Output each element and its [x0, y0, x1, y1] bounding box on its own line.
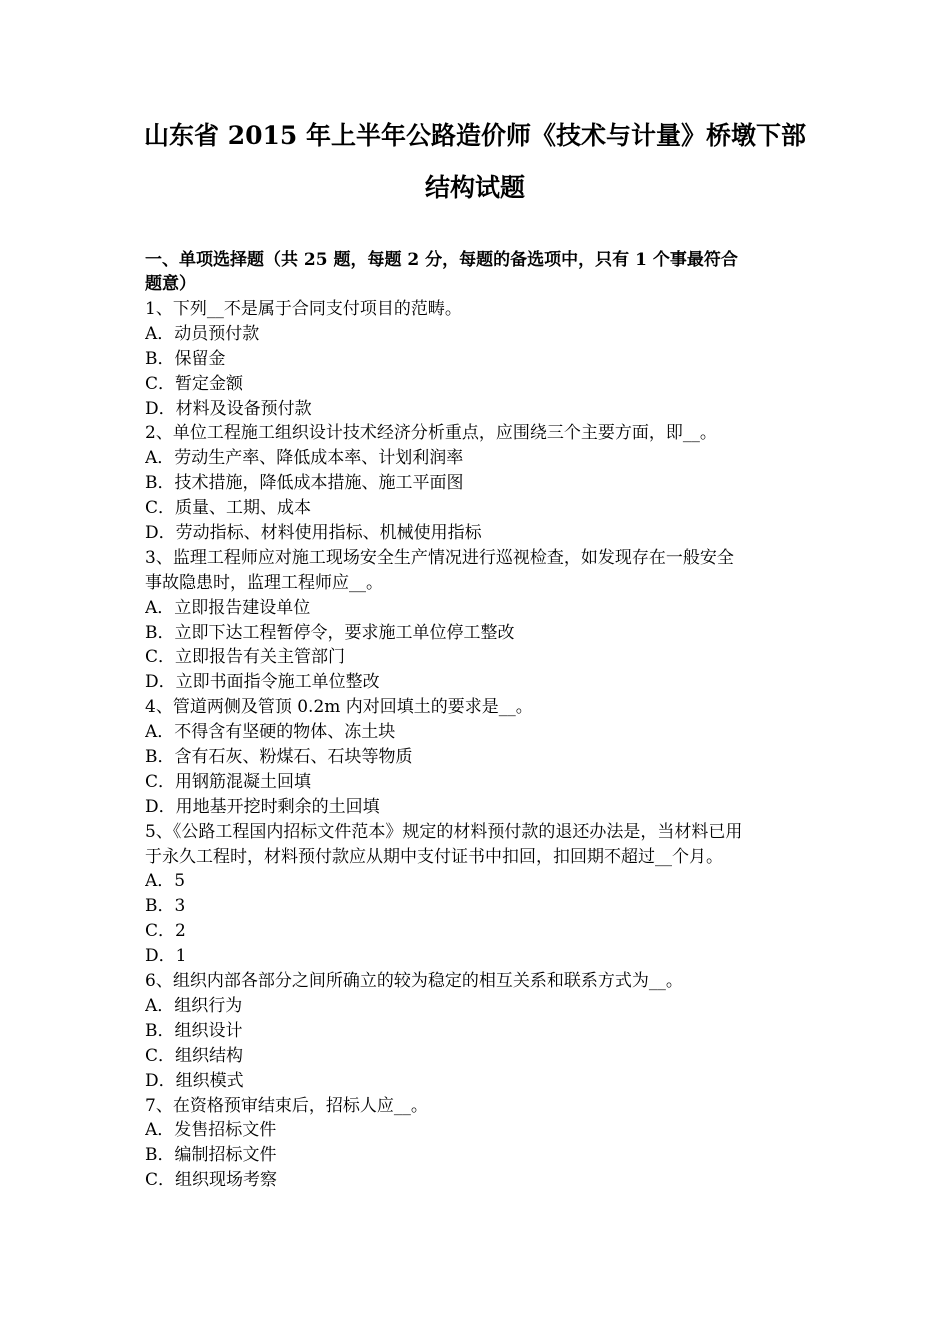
document-title-line-2: 结构试题: [424, 173, 525, 202]
text-line: 事故隐患时，监理工程师应__。: [145, 572, 383, 593]
document-title-line-1: 山东省 2015 年上半年公路造价师《技术与计量》桥墩下部: [144, 121, 806, 150]
text-line: C．组织结构: [145, 1045, 244, 1066]
text-line: D．材料及设备预付款: [145, 398, 312, 419]
text-line: B．3: [145, 896, 186, 917]
text-line: 于永久工程时，材料预付款应从期中支付证书中扣回，扣回期不超过__个月。: [145, 846, 723, 867]
text-line: 4、管道两侧及管顶 0.2m 内对回填土的要求是__。: [145, 697, 533, 718]
question-list: [145, 297, 810, 1193]
text-line: A．组织行为: [145, 995, 243, 1016]
text-line: 5、《公路工程国内招标文件范本》规定的材料预付款的退还办法是，当材料已用: [145, 821, 743, 842]
text-line: C．暂定金额: [145, 373, 244, 394]
text-line: C．组织现场考察: [145, 1170, 278, 1191]
text-line: A．动员预付款: [145, 323, 260, 344]
text-line: B．编制招标文件: [145, 1145, 277, 1166]
text-line: D．用地基开挖时剩余的土回填: [145, 796, 380, 817]
text-line: B．组织设计: [145, 1020, 243, 1041]
text-line: B．技术措施，降低成本措施、施工平面图: [145, 473, 464, 494]
text-line: 3、监理工程师应对施工现场安全生产情况进行巡视检查，如发现存在一般安全: [145, 547, 734, 568]
text-line: D．组织模式: [145, 1070, 244, 1091]
text-line: B．保留金: [145, 348, 226, 369]
text-line: B．立即下达工程暂停令，要求施工单位停工整改: [145, 622, 515, 643]
text-line: A．立即报告建设单位: [145, 597, 311, 618]
text-line: C．2: [145, 921, 186, 942]
text-line: A．劳动生产率、降低成本率、计划利润率: [145, 448, 464, 469]
section-heading: [145, 248, 810, 296]
text-line: D．1: [145, 946, 187, 967]
text-line: C．质量、工期、成本: [145, 498, 312, 519]
section-heading-line-2: 题意）: [145, 274, 196, 294]
text-line: 6、组织内部各部分之间所确立的较为稳定的相互关系和联系方式为__。: [145, 971, 683, 992]
section-heading-line-1: 一、单项选择题（共 25 题，每题 2 分，每题的备选项中，只有 1 个事最符合: [145, 250, 738, 270]
text-line: 7、在资格预审结束后，招标人应__。: [145, 1095, 428, 1116]
text-line: A．5: [145, 871, 186, 892]
text-line: A．不得含有坚硬的物体、冻土块: [145, 722, 396, 743]
text-line: C．立即报告有关主管部门: [145, 647, 346, 668]
text-line: C．用钢筋混凝土回填: [145, 771, 312, 792]
text-line: D．劳动指标、材料使用指标、机械使用指标: [145, 523, 482, 544]
text-line: D．立即书面指令施工单位整改: [145, 672, 380, 693]
text-line: B．含有石灰、粉煤石、石块等物质: [145, 747, 413, 768]
text-line: 2、单位工程施工组织设计技术经济分析重点，应围绕三个主要方面，即__。: [145, 423, 717, 444]
text-line: A．发售招标文件: [145, 1120, 277, 1141]
text-line: 1、下列__不是属于合同支付项目的范畴。: [145, 299, 462, 319]
